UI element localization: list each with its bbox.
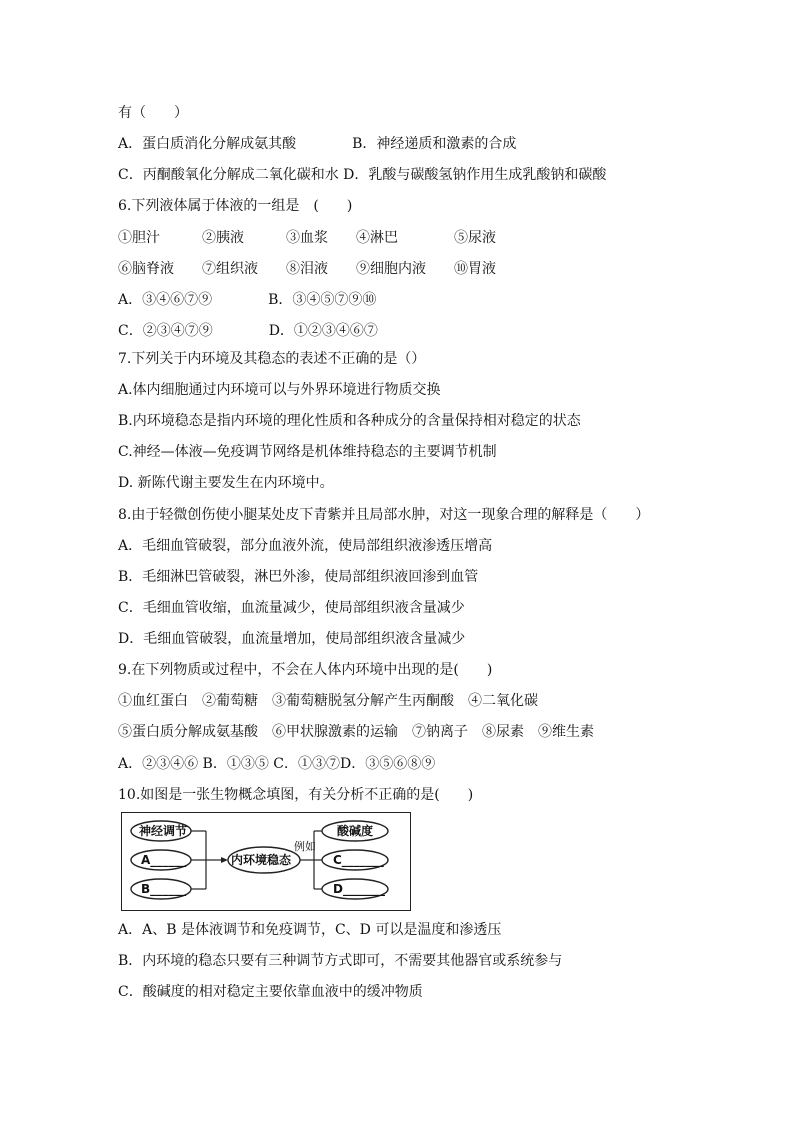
text-line: D．毛细血管破裂，血流量增加，使局部组织液含量减少: [118, 631, 466, 647]
text-line: ①胆汁 ②胰液 ③血浆 ④淋巴 ⑤尿液: [118, 230, 496, 246]
question-8-stem: 8.由于轻微创伤使小腿某处皮下青紫并且局部水肿，对这一现象合理的解释是（ ）: [118, 507, 650, 523]
diagram-node-homeostasis: 内环境稳态: [231, 853, 292, 867]
text-line: C．毛细血管收缩，血流量减少，使局部组织液含量减少: [118, 600, 465, 616]
text-line: D. 新陈代谢主要发生在内环境中。: [118, 475, 334, 491]
text-line: A．A、B 是体液调节和免疫调节，C、D 可以是温度和渗透压: [118, 922, 502, 938]
diagram-node-b: B______: [141, 882, 187, 896]
text-line: B．毛细淋巴管破裂，淋巴外渗，使局部组织液回渗到血管: [118, 569, 479, 585]
text-line: A．②③④⑥ B．①③⑤ C．①③⑦D．③⑤⑥⑧⑨: [118, 756, 436, 772]
text-line: A．毛细血管破裂，部分血液外流，使局部组织液渗透压增高: [118, 538, 493, 554]
diagram-node-nerve-regulation: 神经调节: [139, 824, 188, 838]
text-line: A．③④⑥⑦⑨ B．③④⑤⑦⑨⑩: [118, 292, 377, 308]
question-6-stem: 6.下列液体属于体液的一组是 ( ): [118, 198, 353, 214]
text-line: ⑥脑脊液 ⑦组织液 ⑧泪液 ⑨细胞内液 ⑩胃液: [118, 261, 496, 277]
text-line: B.内环境稳态是指内环境的理化性质和各种成分的含量保持相对稳定的状态: [118, 413, 581, 429]
diagram-node-c: C_______: [333, 853, 384, 867]
text-line: C．酸碱度的相对稳定主要依靠血液中的缓冲物质: [118, 984, 423, 1000]
text-line: C.神经—体液—免疫调节网络是机体维持稳态的主要调节机制: [118, 444, 497, 460]
question-9-stem: 9.在下列物质或过程中，不会在人体内环境中出现的是( ): [118, 662, 493, 678]
question-10-stem: 10.如图是一张生物概念填图，有关分析不正确的是( ): [118, 787, 474, 803]
question-7-stem: 7.下列关于内环境及其稳态的表述不正确的是（）: [118, 351, 426, 367]
diagram-label-example: 例如: [294, 840, 316, 853]
text-line: ⑤蛋白质分解成氨基酸 ⑥甲状腺激素的运输 ⑦钠离子 ⑧尿素 ⑨维生素: [118, 724, 594, 740]
text-line: A．蛋白质消化分解成氨其酸 B．神经递质和激素的合成: [118, 136, 517, 152]
text-line: ①血红蛋白 ②葡萄糖 ③葡萄糖脱氢分解产生丙酮酸 ④二氧化碳: [118, 693, 538, 709]
text-line: A.体内细胞通过内环境可以与外界环境进行物质交换: [118, 382, 441, 398]
text-line: 有（ ）: [118, 105, 188, 121]
diagram-node-d: D_______: [333, 882, 385, 896]
text-line: C．丙酮酸氧化分解成二氧化碳和水 D．乳酸与碳酸氢钠作用生成乳酸钠和碳酸: [118, 167, 607, 183]
diagram-node-ph: 酸碱度: [337, 824, 374, 838]
text-line: B．内环境的稳态只要有三种调节方式即可，不需要其他器官或系统参与: [118, 953, 563, 969]
concept-diagram: [121, 812, 411, 911]
text-line: C．②③④⑦⑨ D．①②③④⑥⑦: [118, 323, 378, 339]
diagram-node-a: A______: [141, 853, 187, 867]
